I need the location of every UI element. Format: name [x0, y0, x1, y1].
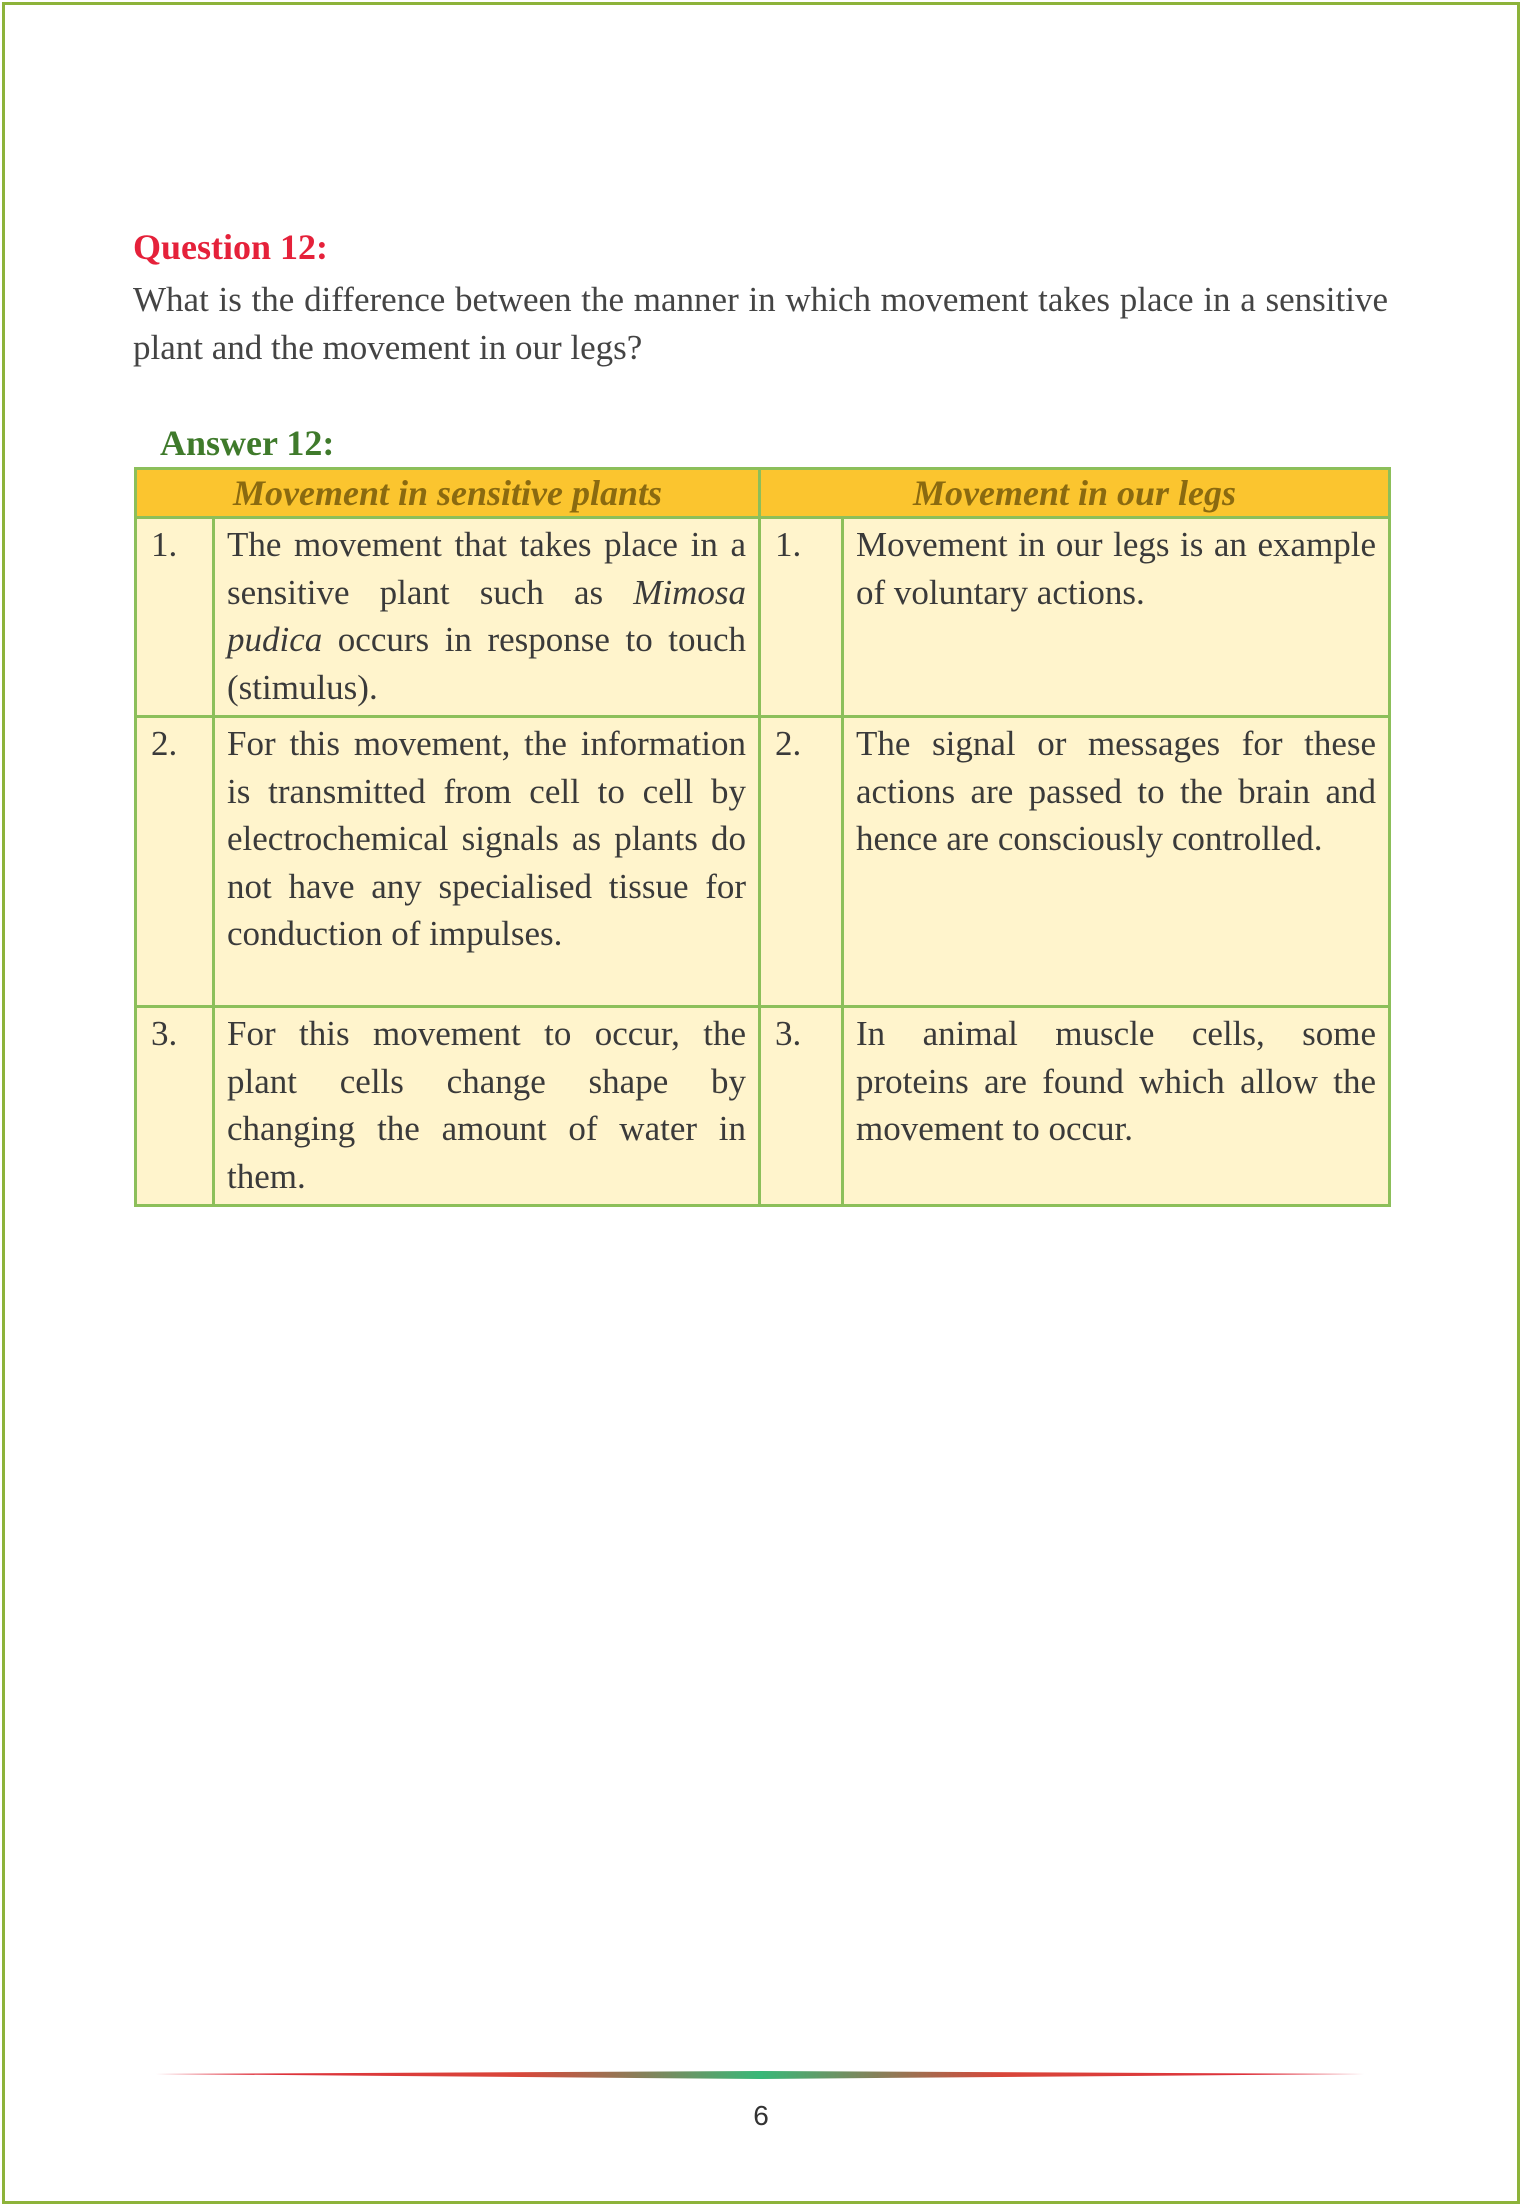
- cell-text: The movement that takes place in a sensitive plant such as: [227, 525, 747, 612]
- header-sensitive-plants: Movement in sensitive plants: [136, 469, 760, 518]
- plant-movement-cell: [214, 518, 760, 717]
- species-name: Mimosa pudica: [227, 572, 747, 659]
- answer-title: Answer 12:: [160, 423, 335, 463]
- footer-divider: [156, 2071, 1364, 2079]
- plant-movement-cell: For this movement to occur, the plant cells change shape by changing the amount of water in them.: [214, 1007, 760, 1206]
- plant-movement-cell: For this movement, the information is transmitted from cell to cell by electrochemical signals as plants do not have any specialised tissue for conduction of impulses.: [214, 717, 760, 1007]
- leg-movement-cell: The signal or messages for these actions are passed to the brain and hence are consciously controlled.: [843, 717, 1390, 1007]
- leg-movement-cell: Movement in our legs is an example of voluntary actions.: [843, 518, 1390, 717]
- row-number: 1.: [760, 518, 843, 717]
- header-our-legs: Movement in our legs: [760, 469, 1390, 518]
- table-row: [136, 518, 1390, 717]
- row-number: 2.: [760, 717, 843, 1007]
- row-number: 3.: [136, 1007, 214, 1206]
- row-number: 3.: [760, 1007, 843, 1206]
- cell-text: occurs in response to touch (stimulus).: [227, 620, 747, 707]
- question-text: What is the difference between the manner in which movement takes place in a sensitive plant and the movement in our legs?: [133, 280, 1388, 367]
- row-number: 1.: [136, 518, 214, 717]
- table-row: [136, 717, 1390, 1007]
- table-row: [136, 1007, 1390, 1206]
- page-number: 6: [753, 2100, 769, 2131]
- table-header-row: [136, 469, 1390, 518]
- question-title: Question 12:: [133, 227, 329, 267]
- leg-movement-cell: In animal muscle cells, some proteins are found which allow the movement to occur.: [843, 1007, 1390, 1206]
- row-number: 2.: [136, 717, 214, 1007]
- answer-table: [134, 467, 1391, 1207]
